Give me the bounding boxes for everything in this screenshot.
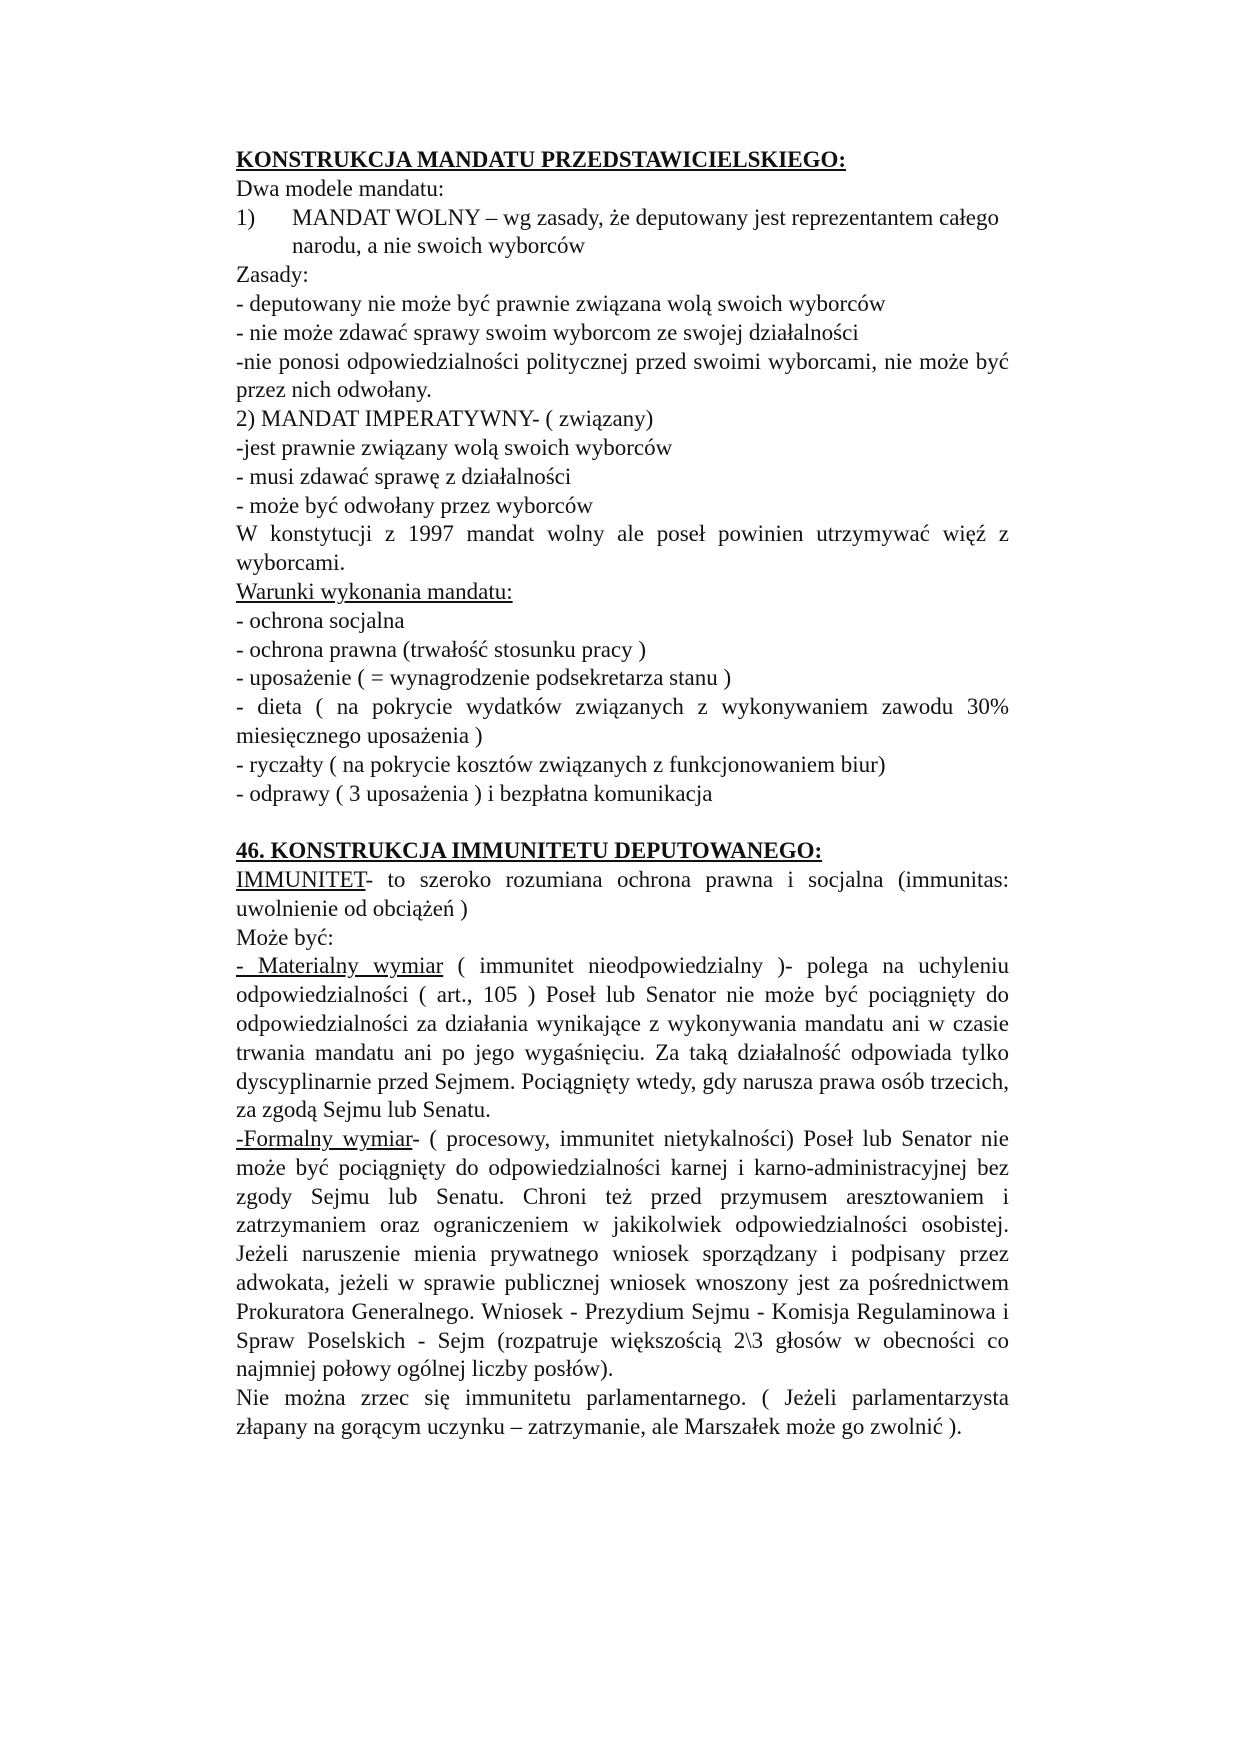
free-mandate-rule: - deputowany nie może być prawnie związana wolą swoich wyborców [236, 290, 886, 316]
imperative-mandate-rule: -jest prawnie związany wolą swoich wyborców [236, 434, 673, 460]
formal-immunity-term: -Formalny wymiar [236, 1126, 413, 1152]
formal-immunity-paragraph [236, 1125, 1009, 1384]
formal-immunity-procedure: Wniosek - Prezydium Sejmu - Komisja Regulaminowa i Spraw Poselskich - Sejm [236, 1298, 1009, 1353]
free-mandate-item [236, 204, 1009, 262]
may-be-label: Może być: [236, 924, 334, 950]
document-page [236, 146, 1009, 1442]
condition-item: - ochrona prawna (trwałość stosunku pracy ) [236, 636, 647, 662]
imperative-mandate-rule: - musi zdawać sprawę z działalności [236, 463, 572, 489]
condition-item: - ochrona socjalna [236, 607, 405, 633]
condition-item: - dieta ( na pokrycie wydatków związanych z wykonywaniem zawodu 30% miesięcznego uposażenia ) [236, 694, 1009, 748]
free-mandate-number: 1) [236, 204, 256, 230]
material-immunity-text: ( immunitet nieodpowiedzialny )- polega na uchyleniu odpowiedzialności ( art., 105 ) Poseł lub Senator nie może być pociągnięty do odpowiedzialności za działania wynikające z wykonywania mandatu ani w czasie trwania mandatu ani po jego wygaśnięciu. Za taką działalność odpowiada tylko dyscyplinarnie przed Sejmem. Pociągnięty wtedy, gdy narusza prawa osób trzecich, za zgodą Sejmu lub Senatu. [236, 953, 1009, 1123]
immunity-definition-text: - to szeroko rozumiana ochrona prawna i socjalna (immunitas: uwolnienie od obciążeń ) [236, 866, 1009, 921]
material-immunity-paragraph [236, 952, 1009, 1125]
immunity-term: IMMUNITET [236, 866, 366, 892]
free-mandate-rule: - nie może zdawać sprawy swoim wyborcom ze swojej działalności [236, 319, 859, 345]
condition-item: - odprawy ( 3 uposażenia ) i bezpłatna komunikacja [236, 780, 713, 806]
condition-item: - ryczałty ( na pokrycie kosztów związanych z funkcjonowaniem biur) [236, 751, 886, 777]
section-heading-immunity: 46. KONSTRUKCJA IMMUNITETU DEPUTOWANEGO: [236, 838, 823, 864]
conditions-heading: Warunki wykonania mandatu: [236, 578, 513, 604]
imperative-mandate-item: 2) MANDAT IMPERATYWNY- ( związany) [236, 406, 654, 432]
section-heading-mandate: KONSTRUKCJA MANDATU PRZEDSTAWICIELSKIEGO: [236, 147, 847, 172]
free-mandate-rule: -nie ponosi odpowiedzialności politycznej przed swoimi wyborcami, nie może być przez nich odwołany. [236, 348, 1009, 403]
section-spacer [236, 808, 1009, 837]
formal-immunity-tail: (rozpatruje większością 2\3 głosów w obecności co najmniej połowy ogólnej liczby posłów). [236, 1327, 1009, 1382]
condition-item: - uposażenie ( = wynagrodzenie podsekretarza stanu ) [236, 665, 732, 691]
material-immunity-term: - Materialny wymiar [236, 953, 444, 979]
free-mandate-text: MANDAT WOLNY – wg zasady, że deputowany jest reprezentantem całego narodu, a nie swoich wyborców [292, 204, 1000, 259]
immunity-definition [236, 866, 1009, 924]
formal-immunity-text: - ( procesowy, immunitet nietykalności) Poseł lub Senator nie może być pociągnięty do odpowiedzialności karnej i karno-administracyjnej bez zgody Sejmu lub Senatu. Chroni też przed przymusem aresztowaniem i zatrzymaniem oraz ograniczeniem w jakikolwiek odpowiedzialności osobistej. Jeżeli naruszenie mienia prywatnego wniosek sporządzany i podpisany przez adwokata, jeżeli w sprawie publicznej wniosek wnoszony jest za pośrednictwem Prokuratora Generalnego. [236, 1126, 1009, 1324]
final-note: Nie można zrzec się immunitetu parlamentarnego. ( Jeżeli parlamentarzysta złapany na gorącym uczynku – zatrzymanie, ale Marszałek może go zwolnić ). [236, 1385, 1009, 1440]
imperative-mandate-rule: - może być odwołany przez wyborców [236, 492, 594, 518]
rules-label: Zasady: [236, 262, 309, 288]
constitution-note: W konstytucji z 1997 mandat wolny ale poseł powinien utrzymywać więź z wyborcami. [236, 521, 1009, 576]
mandate-models-intro: Dwa modele mandatu: [236, 175, 445, 201]
